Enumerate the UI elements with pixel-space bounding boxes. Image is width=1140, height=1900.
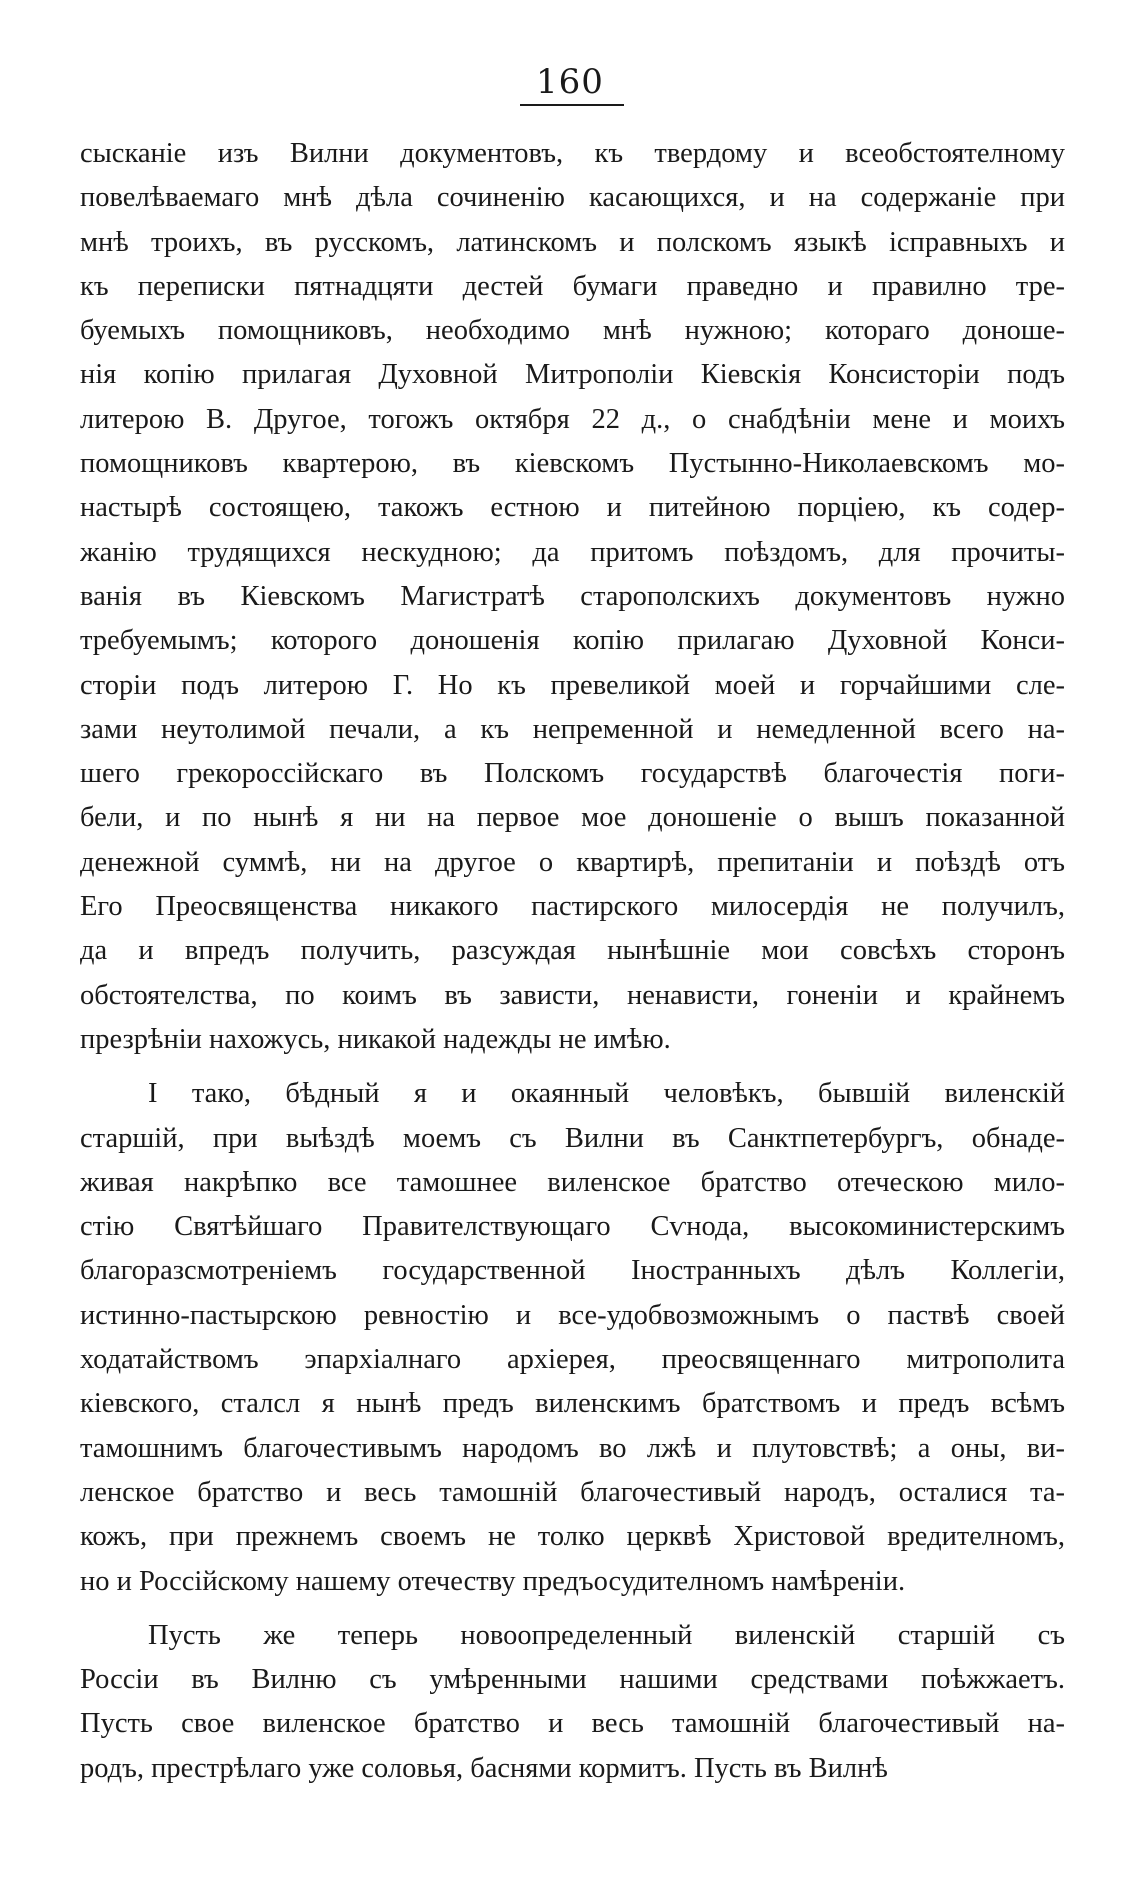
text-line: Его Преосвященства никакого пастирского милосердія не получилъ,: [80, 891, 1065, 923]
text-line: бели, и по нынѣ я ни на первое мое доношеніе о вышъ показанной: [80, 802, 1065, 834]
text-line: I тако, бѣдный я и окаянный человѣкъ, бывшій виленскій: [148, 1078, 1065, 1110]
text-line: ходатайствомъ эпархіалнаго архіерея, преосвященнаго митрополита: [80, 1344, 1065, 1376]
text-line: да и впредъ получить, разсуждая нынѣшніе мои совсѣхъ сторонъ: [80, 935, 1065, 967]
text-line: повелѣваемаго мнѣ дѣла сочиненію касающихся, и на содержаніе при: [80, 182, 1065, 214]
text-line: презрѣніи нахожусь, никакой надежды не имѣю.: [80, 1023, 671, 1055]
paragraph: [80, 1614, 1065, 1791]
paragraph-gap: [80, 1062, 1065, 1072]
text-line: Пусть же теперь новоопределенный виленскій старшій съ: [148, 1619, 1065, 1651]
text-line: настырѣ состоящею, такожъ естною и питейною порціею, къ содер-: [80, 492, 1065, 524]
paragraph-gap: [80, 1604, 1065, 1614]
text-line: жанію трудящихся нескудною; да притомъ поѣздомъ, для прочиты-: [80, 536, 1065, 568]
text-line: но и Россійскому нашему отечеству предъосудителномъ намѣреніи.: [80, 1565, 906, 1597]
text-line: Россіи въ Вилню съ умѣренными нашими средствами поѣжжаетъ.: [80, 1664, 1065, 1696]
text-line: требуемымъ; которого доношенія копію прилагаю Духовной Конси-: [80, 625, 1065, 657]
text-line: стію Святѣйшаго Правителствующаго Сѵнода, высокоминистерскимъ: [80, 1211, 1065, 1243]
text-line: Пусть свое виленское братство и весь тамошній благочестивый на-: [80, 1708, 1065, 1740]
text-line: кіевского, сталсл я нынѣ предъ виленскимъ братствомъ и предъ всѣмъ: [80, 1388, 1065, 1420]
text-line: тамошнимъ благочестивымъ народомъ во лжѣ и плутовствѣ; а оны, ви-: [80, 1432, 1065, 1464]
page-number-container: [0, 62, 1140, 102]
text-line: буемыхъ помощниковъ, необходимо мнѣ нужною; котораго доноше-: [80, 315, 1065, 347]
text-line: литерою В. Другое, тогожъ октября 22 д., о снабдѣніи мене и моихъ: [80, 403, 1065, 435]
text-line: обстоятелства, по коимъ въ зависти, ненависти, гоненіи и крайнемъ: [80, 979, 1065, 1011]
paragraph: [80, 132, 1065, 1062]
text-line: ленское братство и весь тамошній благочестивый народъ, осталися та-: [80, 1476, 1065, 1508]
text-line: живая накрѣпко все тамошнее виленское братство отеческою мило-: [80, 1166, 1065, 1198]
text-line: ванія въ Кіевскомъ Магистратѣ старополскихъ документовъ нужно: [80, 580, 1065, 612]
page-number: 160: [536, 62, 604, 102]
text-line: мнѣ троихъ, въ русскомъ, латинскомъ и полскомъ языкѣ ісправныхъ и: [80, 226, 1065, 258]
text-line: кожъ, при прежнемъ своемъ не толко церквѣ Христовой вредителномъ,: [80, 1521, 1065, 1553]
text-line: помощниковъ квартерою, въ кіевскомъ Пустынно-Николаевскомъ мо-: [80, 448, 1065, 480]
text-line: шего грекороссійскаго въ Полскомъ государствѣ благочестія поги-: [80, 758, 1065, 790]
text-line: истинно-пастырскою ревностію и все-удобвозможнымъ о паствѣ своей: [80, 1299, 1065, 1331]
text-line: родъ, престрѣлаго уже соловья, баснями кормитъ. Пусть въ Вилнѣ: [80, 1752, 888, 1784]
text-line: денежной суммѣ, ни на другое о квартирѣ, препитаніи и поѣздѣ отъ: [80, 846, 1065, 878]
text-line: сторіи подъ литерою Г. Но къ превеликой моей и горчайшими сле-: [80, 669, 1065, 701]
text-line: благоразсмотреніемъ государственной Іностранныхъ дѣлъ Коллегіи,: [80, 1255, 1065, 1287]
text-line: нія копію прилагая Духовной Митрополіи Кіевскія Консисторіи подъ: [80, 359, 1065, 391]
body-text: [80, 132, 1065, 1791]
text-line: сысканіе изъ Вилни документовъ, къ твердому и всеобстоятелному: [80, 138, 1065, 169]
paragraph: [80, 1072, 1065, 1604]
text-line: зами неутолимой печали, а къ непременной и немедленной всего на-: [80, 713, 1065, 745]
text-line: старшій, при выѣздѣ моемъ съ Вилни въ Санктпетербургъ, обнаде-: [80, 1122, 1065, 1154]
text-line: къ переписки пятнадцяти дестей бумаги праведно и правилно тре-: [80, 270, 1065, 302]
page-number-rule: [520, 104, 624, 106]
